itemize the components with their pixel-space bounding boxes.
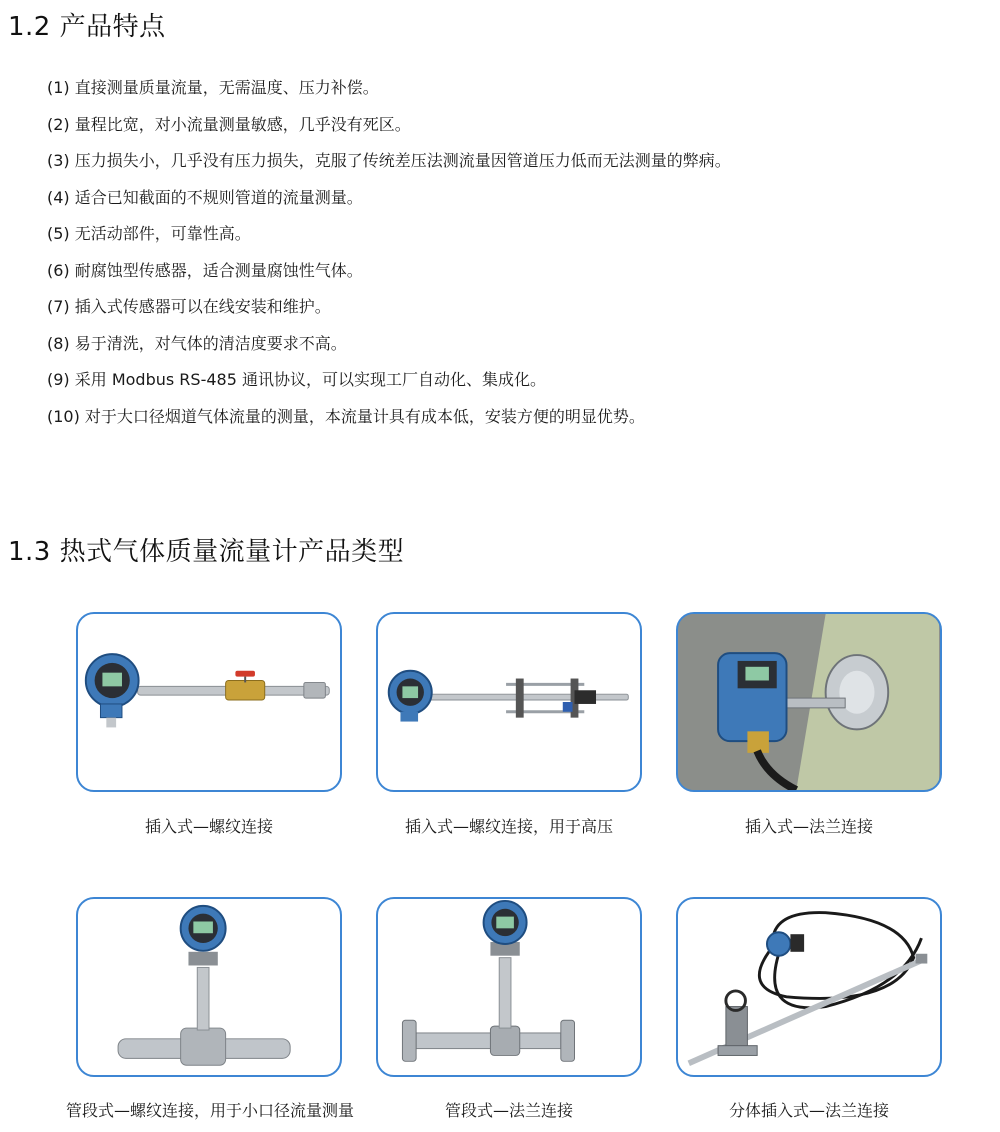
product-caption: 插入式—螺纹连接，用于高压 (404, 817, 613, 836)
product-image-inline-threaded (76, 897, 342, 1077)
product-caption: 分体插入式—法兰连接 (728, 1101, 889, 1120)
feature-item: (4) 适合已知截面的不规则管道的流量测量。 (47, 187, 363, 207)
feature-item: (6) 耐腐蚀型传感器，适合测量腐蚀性气体。 (47, 260, 363, 280)
section-title-product-types: 1.3 热式气体质量流量计产品类型 (8, 537, 405, 567)
flowmeter-inline-threaded-illustration (78, 899, 340, 1075)
product-caption: 插入式—法兰连接 (744, 817, 873, 836)
feature-item: (8) 易于清洗，对气体的清洁度要求不高。 (47, 333, 347, 353)
feature-item: (10) 对于大口径烟道气体流量的测量，本流量计具有成本低，安装方便的明显优势。 (47, 406, 645, 426)
product-caption: 管段式—螺纹连接，用于小口径流量测量 (65, 1101, 354, 1120)
feature-list (47, 78, 731, 443)
flowmeter-inline-flange-illustration (378, 899, 640, 1075)
product-image-remote-insertion-flange (676, 897, 942, 1077)
flowmeter-insertion-threaded-illustration (78, 614, 340, 790)
flowmeter-remote-insertion-flange-illustration (678, 899, 940, 1075)
feature-item: (3) 压力损失小，几乎没有压力损失，克服了传统差压法测流量因管道压力低而无法测量的弊病。 (47, 151, 731, 170)
product-image-insertion-threaded (76, 612, 342, 792)
section-title-features: 1.2 产品特点 (8, 12, 166, 42)
product-caption: 管段式—法兰连接 (444, 1101, 573, 1120)
feature-item: (2) 量程比宽，对小流量测量敏感，几乎没有死区。 (47, 114, 411, 134)
product-caption: 插入式—螺纹连接 (144, 817, 273, 836)
feature-item: (9) 采用 Modbus RS-485 通讯协议，可以实现工厂自动化、集成化。 (47, 370, 546, 389)
product-image-insertion-flange (676, 612, 942, 792)
flowmeter-insertion-flange-illustration (678, 614, 940, 790)
product-image-inline-flange (376, 897, 642, 1077)
feature-item: (5) 无活动部件，可靠性高。 (47, 224, 251, 243)
feature-item: (1) 直接测量质量流量，无需温度、压力补偿。 (47, 78, 379, 97)
feature-item: (7) 插入式传感器可以在线安装和维护。 (47, 297, 331, 316)
product-image-insertion-high-pressure (376, 612, 642, 792)
flowmeter-insertion-high-pressure-illustration (378, 614, 640, 790)
